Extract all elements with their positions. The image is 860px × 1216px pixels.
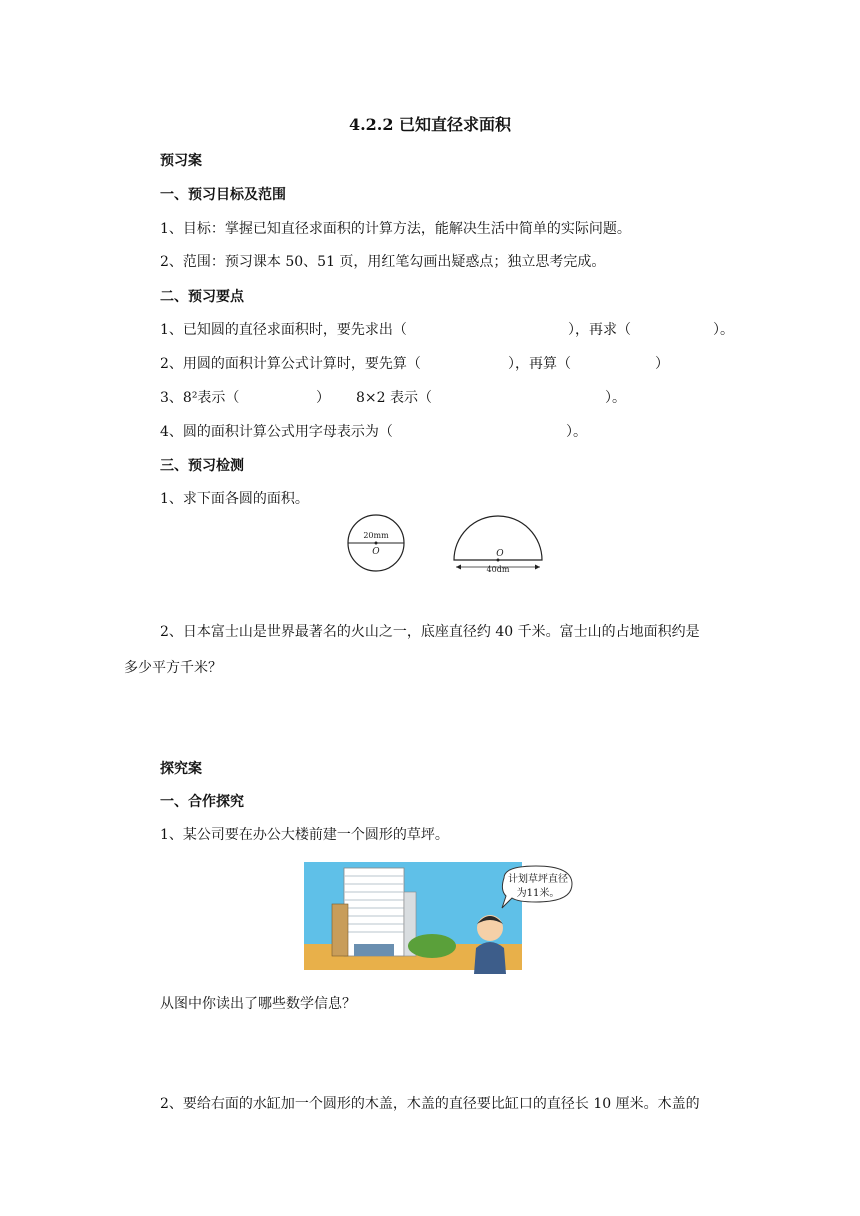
circle-diameter-label: 20mm (363, 531, 389, 540)
q4-part-b: ）。 (566, 424, 587, 440)
explore-case-heading: 探究案 (160, 761, 202, 777)
circle-center-label: O (372, 547, 380, 557)
speech-line-1: 计划草坪直径 (508, 874, 568, 885)
fuji-question-line1: 2、日本富士山是世界最著名的火山之一，底座直径约 40 千米。富士山的占地面积约是 (160, 624, 700, 640)
q1-part-c: ）。 (713, 322, 734, 338)
q3-part-d: ）。 (605, 390, 626, 406)
circles-figure (340, 510, 560, 578)
q3-part-a: 3、8²表示（ (160, 390, 240, 406)
q2-part-b: ），再算（ (508, 356, 571, 372)
man-body (474, 942, 506, 974)
preview-case-heading: 预习案 (160, 153, 202, 169)
section-2-heading: 二、预习要点 (160, 289, 244, 305)
bushes (408, 934, 456, 958)
semicircle-diameter-label: 40dm (486, 565, 510, 574)
speech-line-2: 为11米。 (516, 888, 560, 899)
goal-text: 1、目标：掌握已知直径求面积的计算方法，能解决生活中简单的实际问题。 (160, 221, 631, 237)
fuji-question-line2: 多少平方千米？ (124, 660, 222, 676)
section-4-heading: 一、合作探究 (160, 794, 244, 810)
q2-part-c: ） (655, 356, 669, 372)
explore-item-1: 1、某公司要在办公大楼前建一个圆形的草坪。 (160, 827, 449, 843)
q1-part-a: 1、已知圆的直径求面积时，要先求出（ (160, 322, 407, 338)
office-illustration (304, 852, 576, 974)
section-1-heading: 一、预习目标及范围 (160, 187, 286, 203)
section-3-heading: 三、预习检测 (160, 458, 244, 474)
entrance (354, 944, 394, 956)
q3-part-c: 8×2 表示（ (356, 390, 432, 406)
circle-center-dot (375, 542, 378, 545)
info-question: 从图中你读出了哪些数学信息？ (160, 996, 356, 1012)
semicircle-center-label: O (496, 549, 504, 559)
gate-structure (332, 904, 348, 956)
q4-part-a: 4、圆的面积计算公式用字母表示为（ (160, 424, 393, 440)
scope-text: 2、范围：预习课本 50、51 页，用红笔勾画出疑惑点；独立思考完成。 (160, 254, 606, 270)
q3-part-b: ） (316, 390, 330, 406)
q2-part-a: 2、用圆的面积计算公式计算时，要先算（ (160, 356, 421, 372)
explore-item-2: 2、要给右面的水缸加一个圆形的木盖，木盖的直径要比缸口的直径长 10 厘米。木盖的 (160, 1096, 700, 1112)
page-title: 4.2.2 已知直径求面积 (348, 115, 512, 134)
q1-part-b: ），再求（ (568, 322, 631, 338)
check-item-1: 1、求下面各圆的面积。 (160, 491, 309, 507)
office-building (344, 868, 404, 956)
